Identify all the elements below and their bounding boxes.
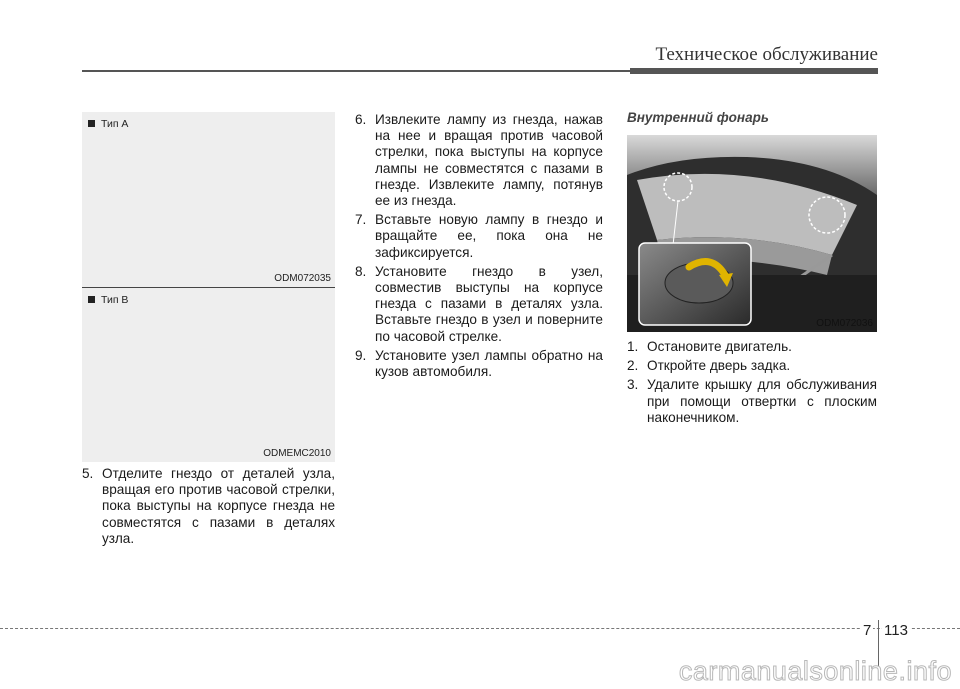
watermark-text: carmanualsonline.info	[678, 656, 952, 686]
bullet-square-icon	[88, 296, 95, 303]
step-number: 1.	[627, 339, 639, 354]
image-type-a-code: ODM072035	[274, 273, 331, 284]
step-number: 6.	[355, 112, 367, 127]
image-type-b-code: ODMEMC2010	[263, 448, 331, 459]
image-type-a-label: Тип A	[88, 118, 128, 130]
header-rule-accent	[630, 68, 878, 74]
step-number: 5.	[82, 466, 94, 481]
step-number: 8.	[355, 263, 367, 279]
step-text: Удалите крышку для обслуживания при помощи отвертки с плоским наконечником.	[647, 377, 877, 425]
image-type-a	[82, 112, 335, 287]
image-type-b-label: Тип B	[88, 294, 128, 306]
step-item	[627, 339, 877, 355]
right-column-text	[627, 339, 877, 429]
step-number: 7.	[355, 212, 367, 228]
step-text: Вставьте новую лампу в гнездо и вращайте ее, пока она не зафиксируется.	[375, 212, 603, 260]
tailgate-photo	[627, 135, 877, 332]
step-item	[355, 264, 603, 345]
left-column-text	[82, 466, 335, 550]
footer-chapter-number: 7	[863, 622, 872, 639]
header-rule	[82, 70, 630, 72]
step-number: 2.	[627, 358, 639, 374]
step-number: 9.	[355, 347, 367, 363]
page-header-title: Техническое обслуживание	[655, 44, 878, 65]
step-number: 3.	[627, 377, 639, 393]
step-item	[355, 212, 603, 261]
middle-column-text	[355, 112, 603, 383]
step-item	[627, 377, 877, 426]
step-text: Остановите двигатель.	[647, 339, 792, 354]
step-text: Установите гнездо в узел, совместив выступы на корпусе гнезда с пазами в деталях узла. Вставьте гнездо в узел и поверните по часовой стрелке.	[375, 263, 603, 344]
step-text: Установите узел лампы обратно на кузов автомобиля.	[375, 347, 603, 380]
bullet-square-icon	[88, 120, 95, 127]
tailgate-illustration	[627, 135, 877, 332]
step-item	[355, 112, 603, 209]
footer-dashed-rule	[0, 628, 960, 629]
footer-page-number: 113	[884, 622, 908, 639]
step-item	[355, 348, 603, 380]
image-type-b	[82, 288, 335, 462]
step-item	[627, 358, 877, 374]
step-item	[82, 466, 335, 547]
section-title-interior-lamp: Внутренний фонарь	[627, 110, 769, 125]
photo-code: ODM072036	[816, 318, 873, 329]
step-text: Извлеките лампу из гнезда, нажав на нее и вращая против часовой стрелки, пока выступы на корпусе лампы не совместятся с пазами в гнезде. Извлеките лампу, потянув ее из гнезда.	[375, 112, 603, 209]
step-text: Откройте дверь задка.	[647, 358, 791, 374]
step-text: Отделите гнездо от деталей узла, вращая его против часовой стрелки, пока выступы на корпусе гнезда не совместятся с пазами в деталях узла.	[102, 466, 335, 546]
